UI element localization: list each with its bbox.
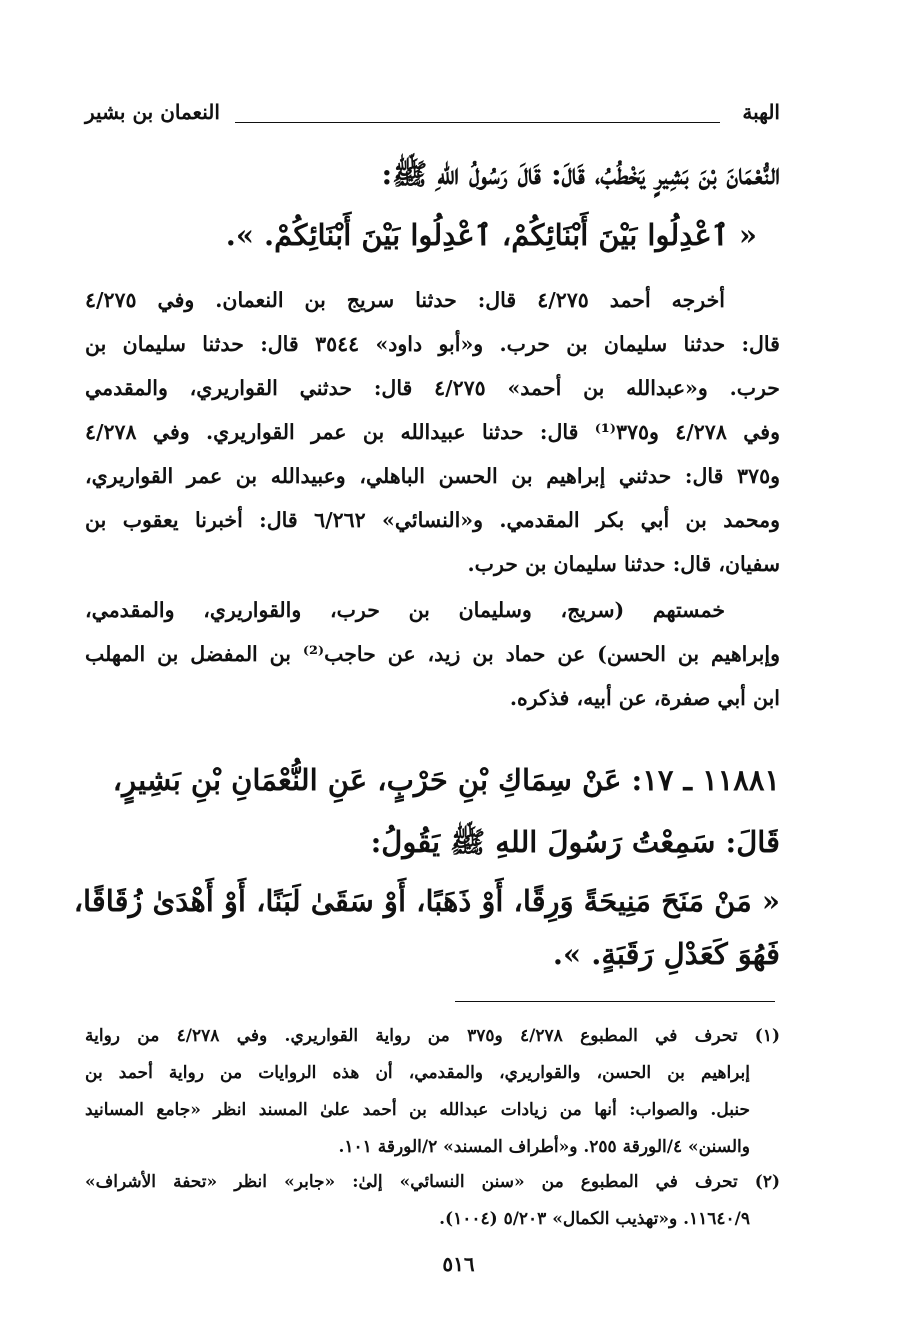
hadith-line: فَهُوَ كَعَدْلِ رَقَبَةٍ. ». — [552, 937, 780, 971]
text-line: أخرجه أحمد ٤/٢٧٥ قال: حدثنا سريج بن النعمان. وفي ٤/٢٧٥ — [85, 288, 725, 312]
footnote-line: والسنن» ٤/الورقة ٢٥٥. و«أطراف المسند» ٢/الورقة ١٠١. — [338, 1137, 750, 1157]
text-line: ومحمد بن أبي بكر المقدمي. و«النسائي» ٦/٢٦٢ قال: أخبرنا يعقوب بن — [85, 508, 780, 532]
footnote-1 — [85, 1018, 780, 1166]
header-rule — [235, 122, 720, 123]
text-line: قال: حدثنا سليمان بن حرب. و«أبو داود» ٣٥٤٤ قال: حدثنا سليمان بن — [85, 332, 780, 356]
text-line: ابن أبي صفرة، عن أبيه، فذكره. — [509, 686, 780, 710]
hadith-line: « مَنْ مَنَحَ مَنِيحَةً وَرِقًا، أَوْ ذَهَبًا، أَوْ سَقَىٰ لَبَنًا، أَوْ أَهْدَىٰ زُقَاقًا، — [73, 884, 780, 918]
text-line: خمستهم (سريج، وسليمان بن حرب، والقواريري، والمقدمي، — [85, 598, 725, 622]
header-section: النعمان بن بشير — [85, 100, 220, 124]
footnote-line: حنبل. والصواب: أنها من زيادات عبدالله بن أحمد علىٰ المسند انظر «جامع المسانيد — [85, 1100, 750, 1120]
hadith-line: « ٱعْدِلُوا بَيْنَ أَبْنَائِكُمْ، ٱعْدِلُوا بَيْنَ أَبْنَائِكُمْ. ». — [225, 218, 757, 252]
text-line: وإبراهيم بن الحسن) عن حماد بن زيد، عن حاجب⁽²⁾ بن المفضل بن المهلب — [85, 642, 780, 666]
footnote-line: (٢) تحرف في المطبوع من «سنن النسائي» إلىٰ: «جابر» انظر «تحفة الأشراف» — [85, 1172, 780, 1192]
hadith-line: ١١٨٨١ ـ ١٧: عَنْ سِمَاكِ بْنِ حَرْبٍ، عَنِ النُّعْمَانِ بْنِ بَشِيرٍ، — [112, 763, 780, 797]
header-chapter: الهبة — [742, 100, 780, 124]
text-line: سفيان، قال: حدثنا سليمان بن حرب. — [467, 552, 780, 576]
footnote-line: إبراهيم بن الحسن، والقواريري، والمقدمي، أن هذه الروايات من رواية أحمد بن — [85, 1063, 750, 1083]
text-line: و٣٧٥ قال: حدثني إبراهيم بن الحسن الباهلي، وعبيدالله بن عمر القواريري، — [85, 464, 780, 488]
footnote-rule — [455, 1001, 775, 1002]
page-number: ٥١٦ — [442, 1252, 475, 1276]
running-header — [85, 100, 780, 134]
footnote-2 — [85, 1164, 780, 1238]
footnote-line: (١) تحرف في المطبوع ٤/٢٧٨ و٣٧٥ من رواية القواريري. وفي ٤/٢٧٨ من رواية — [85, 1026, 780, 1046]
takhrij-paragraph-1 — [85, 278, 780, 586]
footnote-line: ١١٦٤٠/٩. و«تهذيب الكمال» ٥/٢٠٣ (١٠٠٤). — [439, 1209, 750, 1229]
hadith-line: قَالَ: سَمِعْتُ رَسُولَ اللهِ ﷺ يَقُولُ: — [370, 825, 780, 859]
text-line: حرب. و«عبدالله بن أحمد» ٤/٢٧٥ قال: حدثني القواريري، والمقدمي — [85, 376, 780, 400]
takhrij-paragraph-2 — [85, 588, 780, 720]
text-line: وفي ٤/٢٧٨ و٣٧٥⁽¹⁾ قال: حدثنا عبيدالله بن عمر القواريري. وفي ٤/٢٧٨ — [85, 420, 780, 444]
hadith-line: النُّعْمَانَ بْنَ بَشِيرٍ يَخْطُبُ، قَالَ: قَالَ رَسُولُ اللهِ ﷺ: — [381, 157, 780, 191]
